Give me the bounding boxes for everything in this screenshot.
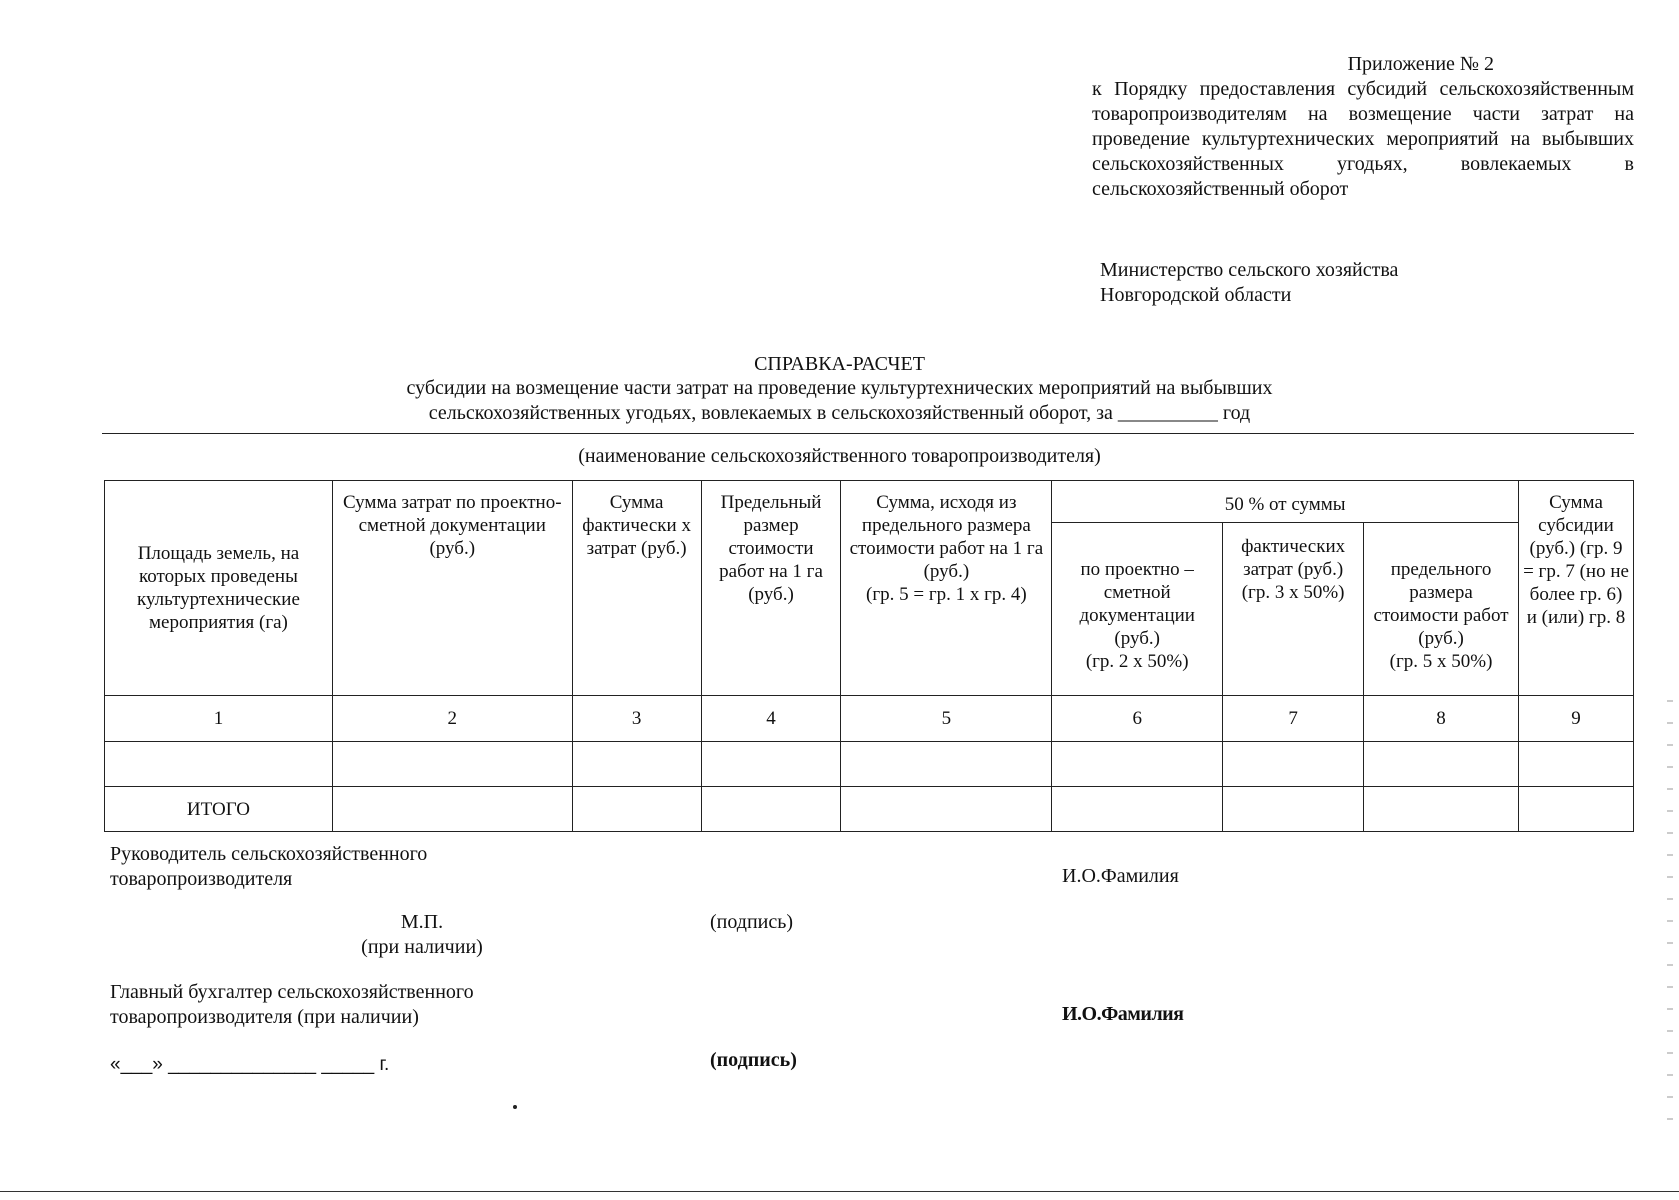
total-cell xyxy=(701,787,841,832)
header-col-6: по проектно – сметной документации (руб.) (гр. 2 х 50%) xyxy=(1052,523,1223,696)
data-cell xyxy=(841,742,1052,787)
column-number-row xyxy=(105,696,1634,742)
column-number: 6 xyxy=(1052,696,1223,742)
accountant-name: И.О.Фамилия xyxy=(1062,1003,1184,1025)
signature-label-head: (подпись) xyxy=(710,911,794,933)
column-number: 3 xyxy=(572,696,701,742)
subtitle-line-1: субсидии на возмещение части затрат на проведение культуртехнических мероприятий на выбывших xyxy=(406,377,1273,399)
data-cell xyxy=(1518,742,1633,787)
data-cell xyxy=(1052,742,1223,787)
column-number: 1 xyxy=(105,696,333,742)
scan-edge-marks xyxy=(1667,700,1673,1120)
total-cell xyxy=(841,787,1052,832)
date-line: «___» ______________ _____ г. xyxy=(110,1054,390,1075)
scan-speck xyxy=(513,1105,517,1109)
appendix-block xyxy=(1092,52,1634,202)
total-label: ИТОГО xyxy=(105,787,333,832)
column-number: 9 xyxy=(1518,696,1633,742)
producer-name-line xyxy=(102,433,1634,434)
bottom-rule xyxy=(0,1191,1679,1192)
head-name: И.О.Фамилия xyxy=(1062,865,1179,887)
data-cell xyxy=(1364,742,1519,787)
header-col-3: Сумма фактически х затрат (руб.) xyxy=(572,481,701,696)
column-number: 8 xyxy=(1364,696,1519,742)
total-row xyxy=(105,787,1634,832)
signature-label-accountant: (подпись) xyxy=(710,1049,797,1071)
total-cell xyxy=(1052,787,1223,832)
data-row xyxy=(105,742,1634,787)
header-col-1: Площадь земель, на которых проведены культуртехнические мероприятия (га) xyxy=(105,481,333,696)
data-cell xyxy=(1223,742,1364,787)
data-cell xyxy=(332,742,572,787)
header-col-9: Сумма субсидии (руб.) (гр. 9 = гр. 7 (но не более гр. 6) и (или) гр. 8 xyxy=(1518,481,1633,696)
column-number: 5 xyxy=(841,696,1052,742)
column-number: 2 xyxy=(332,696,572,742)
addressee-line-2: Новгородской области xyxy=(1100,284,1292,306)
column-number: 7 xyxy=(1223,696,1364,742)
header-col-4: Предельный размер стоимости работ на 1 га (руб.) xyxy=(701,481,841,696)
stamp-label: М.П. (при наличии) xyxy=(361,911,483,958)
document-title: СПРАВКА-РАСЧЕТ xyxy=(754,353,925,375)
total-cell xyxy=(1518,787,1633,832)
column-number: 4 xyxy=(701,696,841,742)
total-cell xyxy=(572,787,701,832)
document-subtitle xyxy=(0,376,1679,426)
header-col-7: фактических затрат (руб.) (гр. 3 х 50%) xyxy=(1223,523,1364,696)
addressee-line-1: Министерство сельского хозяйства xyxy=(1100,259,1399,281)
data-cell xyxy=(701,742,841,787)
header-group-50: 50 % от суммы xyxy=(1052,481,1519,523)
head-title: Руководитель сельскохозяйственного товаропроизводителя xyxy=(110,843,428,890)
addressee xyxy=(1100,258,1398,308)
header-col-8: предельного размера стоимости работ (руб.) (гр. 5 х 50%) xyxy=(1364,523,1519,696)
accountant-title: Главный бухгалтер сельскохозяйственного товаропроизводителя (при наличии) xyxy=(110,981,474,1028)
appendix-text: к Порядку предоставления субсидий сельскохозяйственным товаропроизводителям на возмещение части затрат на проведение культуртехнических мероприятий на выбывших сельскохозяйственных угодьях, вовлекаемых в сельскохозяйственный оборот xyxy=(1092,78,1634,200)
header-col-5: Сумма, исходя из предельного размера стоимости работ на 1 га (руб.) (гр. 5 = гр. 1 х гр. 4) xyxy=(841,481,1052,696)
data-cell xyxy=(105,742,333,787)
subtitle-line-2: сельскохозяйственных угодьях, вовлекаемых в сельскохозяйственный оборот, за __________ год xyxy=(428,402,1251,424)
total-cell xyxy=(1364,787,1519,832)
total-cell xyxy=(332,787,572,832)
header-col-2: Сумма затрат по проектно-сметной документации (руб.) xyxy=(332,481,572,696)
producer-name-caption: (наименование сельскохозяйственного товаропроизводителя) xyxy=(578,445,1101,467)
data-cell xyxy=(572,742,701,787)
calculation-table xyxy=(104,480,1634,832)
appendix-title: Приложение № 2 xyxy=(1347,53,1494,75)
total-cell xyxy=(1223,787,1364,832)
